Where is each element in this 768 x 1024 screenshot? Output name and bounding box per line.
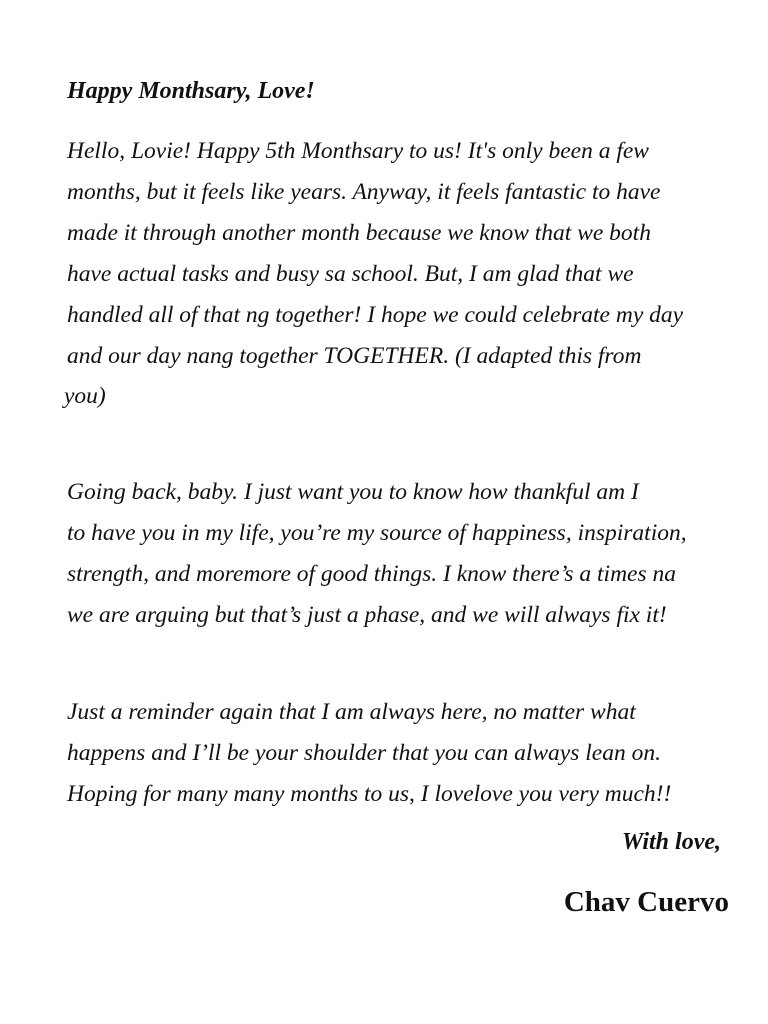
- letter-greeting: Happy Monthsary, Love!: [67, 78, 315, 104]
- paragraph-line: made it through another month because we know that we both: [67, 219, 651, 246]
- letter-paragraph-2: [67, 472, 687, 636]
- letter-signature: Chav Cuervo: [563, 886, 729, 918]
- paragraph-line: have actual tasks and busy sa school. But, I am glad that we: [67, 260, 634, 287]
- letter-paragraph-1: [64, 131, 684, 417]
- paragraph-line: handled all of that ng together! I hope we could celebrate my day: [67, 301, 684, 328]
- paragraph-line: and our day nang together TOGETHER. (I adapted this from: [67, 342, 642, 369]
- paragraph-line: Hello, Lovie! Happy 5th Monthsary to us! It's only been a few: [67, 138, 649, 164]
- paragraph-line: Hoping for many many months to us, I lovelove you very much!!: [67, 780, 672, 807]
- paragraph-line: happens and I’ll be your shoulder that you can always lean on.: [67, 739, 661, 766]
- paragraph-line: to have you in my life, you’re my source of happiness, inspiration,: [67, 519, 687, 546]
- letter-closing: With love,: [621, 829, 721, 855]
- paragraph-line: you): [64, 383, 106, 410]
- paragraph-line: we are arguing but that’s just a phase, and we will always fix it!: [67, 601, 667, 628]
- paragraph-line: months, but it feels like years. Anyway, it feels fantastic to have: [67, 178, 661, 205]
- letter-paragraph-3: [67, 692, 671, 815]
- paragraph-line: Just a reminder again that I am always here, no matter what: [67, 699, 636, 725]
- paragraph-line: Going back, baby. I just want you to know how thankful am I: [67, 479, 639, 505]
- paragraph-line: strength, and moremore of good things. I know there’s a times na: [67, 560, 677, 587]
